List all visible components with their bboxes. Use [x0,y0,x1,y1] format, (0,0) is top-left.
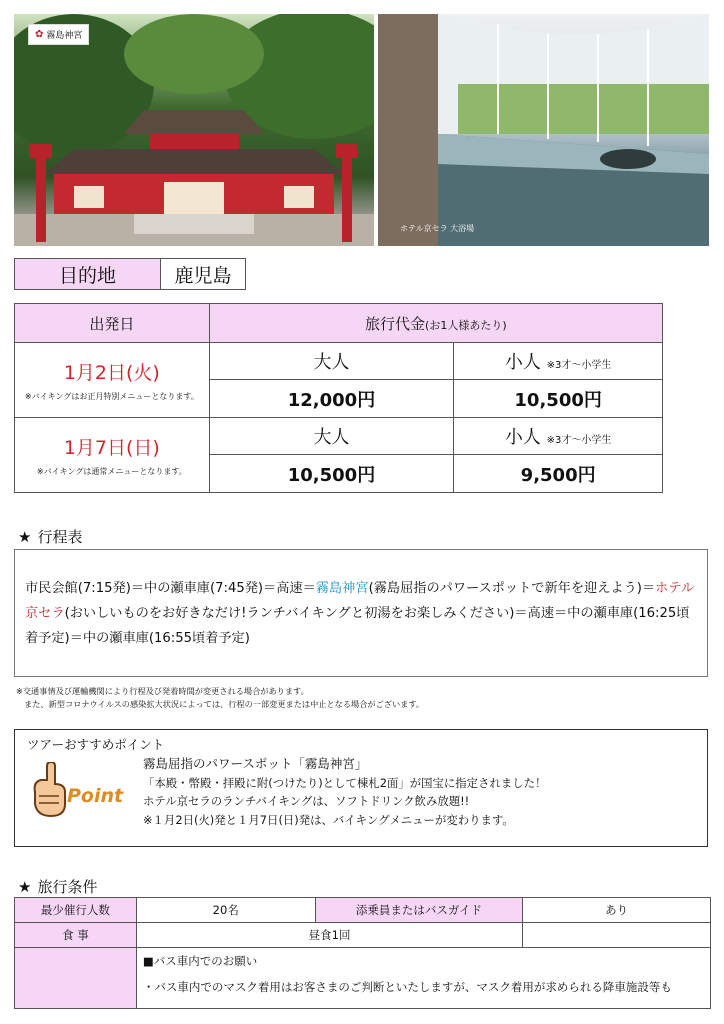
child-age-note: ※3才～小学生 [546,360,612,371]
shrine-crest-icon: ✿ [35,29,44,40]
shrine-name-tag [28,24,89,45]
itinerary-title-text: 行程表 [37,528,83,546]
itinerary-highlight-hotel: ホテル京セラ [25,581,695,621]
fee-column-header [209,304,662,343]
itinerary-text-3: (おいしいものをお好きなだけ!ランチバイキングと初湯をお楽しみください)＝高速＝中の瀬車庫(16:25頃着予定)＝中の瀬車庫(16:55頃着予定) [25,606,690,646]
bath-illustration [378,14,709,246]
point-logo [29,762,139,822]
itinerary-notes [16,685,424,711]
request-text: ・バス車内でのマスク着用はお客さまのご判断といたしますが、マスク着用が求められる降車施設等も [142,980,672,994]
table-row [15,948,711,1009]
itinerary-highlight-shrine: 霧島神宮 [315,581,369,596]
child-label: 小人 [504,352,541,373]
star-icon: ★ [18,527,32,546]
itinerary-note: また、新型コロナウイルスの感染拡大状況によっては、行程の一部変更または中止となる場合がございます。 [24,699,425,709]
tour-points-heading: ツアーおすすめポイント [27,737,165,752]
list-item: 「本殿・幣殿・拝殿に附(つけたり)として棟札2面」が国宝に指定されました！ [143,775,547,790]
bath-photo [378,14,709,246]
tour-points-box [14,729,708,847]
fee-header-note: (お1人様あたり) [425,318,507,332]
star-icon: ★ [18,877,32,896]
itinerary-text-2: (霧島屈指のパワースポットで新年を迎えよう)＝ [368,581,656,596]
request-title: ■バス車内でのお願い [142,954,258,968]
destination-label: 目的地 [15,259,161,289]
conditions-table [14,897,711,1009]
min-participants-value: 20名 [136,898,315,923]
price-table-header [15,304,663,343]
adult-price: 10,500円 [209,455,454,493]
conditions-title-text: 旅行条件 [37,878,98,896]
meal-label: 食 事 [15,923,137,948]
departure-note: ※バイキングはお正月特別メニューとなります。 [24,392,199,401]
child-label: 小人 [504,427,541,448]
request-label-cell [15,948,137,1009]
child-label-cell [454,418,663,455]
min-participants-label: 最少催行人数 [15,898,137,923]
child-price: 10,500円 [454,380,663,418]
list-item: ホテル京セラのランチバイキングは、ソフトドリンク飲み放題!! [143,794,470,808]
shrine-illustration [14,14,374,246]
table-row [15,343,663,380]
child-price: 9,500円 [454,455,663,493]
conditions-title [18,876,97,897]
price-table [14,303,663,493]
departure-date: 1月7日(日) [63,437,160,459]
departure-date: 1月2日(火) [63,362,160,384]
destination-value: 鹿児島 [174,264,232,287]
adult-label: 大人 [209,343,454,380]
meal-empty-cell [523,923,711,948]
adult-price: 12,000円 [209,380,454,418]
adult-label: 大人 [209,418,454,455]
tour-points-list [143,755,546,829]
departure-column-header: 出発日 [15,304,210,343]
itinerary-title [18,526,82,547]
point-logo-text: Point [67,785,124,807]
itinerary-box [14,549,708,677]
shrine-photo [14,14,374,246]
itinerary-note: ※交通事情及び運輸機関により行程及び発着時間が変更される場合があります。 [16,686,309,696]
list-item: 霧島屈指のパワースポット「霧島神宮」 [143,756,368,771]
request-cell [136,948,710,1009]
child-age-note: ※3才～小学生 [546,435,612,446]
meal-value: 昼食1回 [136,923,522,948]
table-row [15,923,711,948]
bath-caption: ホテル京セラ 大浴場 [400,224,475,233]
fee-header-text: 旅行代金 [365,314,426,333]
itinerary-text-1: 市民会館(7:15発)＝中の瀬車庫(7:45発)＝高速＝ [25,581,316,596]
guide-label: 添乗員またはバスガイド [315,898,523,923]
pointing-hand-icon [29,762,139,822]
table-row [15,418,663,455]
shrine-tag-text: 霧島神宮 [46,31,83,41]
guide-value: あり [523,898,711,923]
list-item: ※１月2日(火)発と１月7日(日)発は、バイキングメニューが変わります。 [143,812,514,827]
table-row [15,898,711,923]
departure-cell [15,418,210,493]
departure-note: ※バイキングは通常メニューとなります。 [36,467,187,476]
destination-box [14,258,246,290]
departure-cell [15,343,210,418]
child-label-cell [454,343,663,380]
